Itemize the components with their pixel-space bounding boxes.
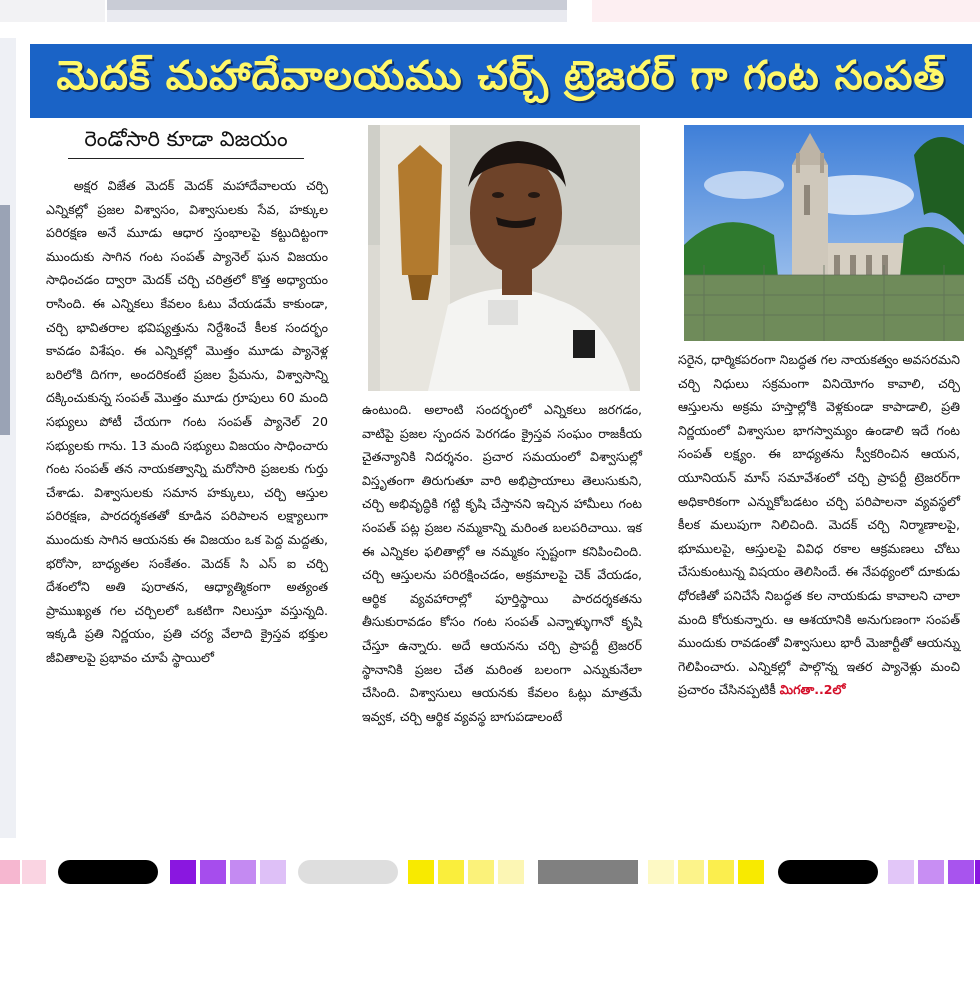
continued-marker: మిగతా..2లో xyxy=(779,682,846,698)
color-swatch xyxy=(260,860,286,884)
column-3-text xyxy=(678,348,960,702)
top-strip xyxy=(0,0,980,22)
article-column-3 xyxy=(678,348,960,828)
left-page-edge-image xyxy=(0,205,10,435)
color-swatch xyxy=(678,860,704,884)
column-2-text: ఉంటుంది. అలాంటి సందర్భంలో ఎన్నికలు జరగడం, వాటిపై ప్రజల స్పందన పెరగడం క్రైస్తవ సంఘం రాజకీయ చైతన్యానికి నిదర్శనం. ప్రచార సమయంలో విశ్వాసుల్లో విస్తృతంగా తిరుగుతూ వారి అభిప్రాయాలు తెలుసుకుని, చర్చి అభివృద్ధికి గట్టి కృషి చేస్తానని ఇచ్చిన హామీలు గంట సంపత్ పట్ల ప్రజల నమ్మకాన్ని మరింత బలపరిచాయి. ఇక ఈ ఎన్నికల ఫలితాల్లో ఆ నమ్మకం స్పష్టంగా కనిపించింది. చర్చి ఆస్తులను పరిరక్షించడం, అక్రమాలపై చెక్ వేయడం, ఆర్థిక వ్యవహారాల్లో పూర్తిస్థాయి పారదర్శకతను తీసుకురావడం కోసం గంట సంపత్ ఎన్నాళ్ళుగానో కృషి చేస్తూ ఉన్నారు. అదే ఆయనను చర్చి ప్రాపర్టీ ట్రెజరర్ స్థానానికి ప్రజల చేత మరింత బలంగా ఎన్నుకునేలా చేసింది. విశ్వాసులు ఆయనకు కేవలం ఓట్లు మాత్రమే ఇవ్వక, చర్చి ఆర్థిక వ్యవస్థ బాగుపడాలంటే xyxy=(362,402,642,724)
color-pill xyxy=(778,860,878,884)
top-strip-right xyxy=(592,0,980,22)
color-pill xyxy=(58,860,158,884)
top-strip-left xyxy=(0,0,105,22)
column-3-body: సరైన, ధార్మికపరంగా నిబద్ధత గల నాయకత్వం అవసరమని చర్చి నిధులు సక్రమంగా వినియోగం కావాలి, చర్చి ఆస్తులను అక్రమ హస్తాల్లోకి వెళ్లకుండా కాపాడాలి, ప్రతి నిర్ణయంలో విశ్వాసుల భాగస్వామ్యం ఉండాలి ఇదే గంట సంపత్ లక్ష్యం. ఈ బాధ్యతను స్వీకరించిన ఆయన, యూనియన్ మాస్ సమావేశంలో చర్చి ప్రాపర్టీ ట్రెజరర్‌గా అధికారికంగా ఎన్నుకోబడటం చర్చి పరిపాలనా వ్యవస్థలో కీలక మలుపుగా నిలిచింది. మెదక్ చర్చి నిర్మాణాలపై, భూములపై, ఆస్తులపై వివిధ రకాల ఆక్రమణలు చోటు చేసుకుంటున్న విషయం తెలిసిందే. ఈ నేపథ్యంలో దూకుడు ధోరణితో పనిచేసే నిబద్ధత కల నాయకుడు కావాలని చాలా మంది కోరుకున్నారు. ఆ ఆశయానికి అనుగుణంగా సంపత్ ముందుకు రావడంతో విశ్వాసులు భారీ మెజార్టీతో ఆయన్ను గెలిపించారు. ఎన్నికల్లో పాల్గొన్న ఇతర ప్యానెళ్లు మంచి ప్రచారం చేసినప్పటికీ xyxy=(678,352,960,698)
article-column-1 xyxy=(46,174,328,824)
color-swatch xyxy=(0,860,20,884)
color-swatch xyxy=(918,860,944,884)
color-swatch xyxy=(170,860,196,884)
top-strip-photo xyxy=(107,0,567,10)
medak-cathedral-photo xyxy=(684,125,964,341)
color-swatch xyxy=(708,860,734,884)
left-page-edge xyxy=(0,38,16,838)
color-swatch xyxy=(888,860,914,884)
color-swatch xyxy=(200,860,226,884)
decorative-color-bar xyxy=(0,860,980,886)
color-swatch xyxy=(438,860,464,884)
column-1-text: అక్షర విజేత మెదక్ మెదక్ మహాదేవాలయ చర్చి ఎన్నికల్లో ప్రజల విశ్వాసం, విశ్వాసులకు సేవ, హక్కుల పరిరక్షణ అనే మూడు ఆధార స్తంభాలపై కట్టుదిట్టంగా ముందుకు సాగిన గంట సంపత్ ప్యానెల్ ఘన విజయం సాధించడం ద్వారా మెదక్ చర్చి చరిత్రలో కొత్త అధ్యాయం రాసింది. ఈ ఎన్నికలు కేవలం ఓటు వేయడమే కాకుండా, చర్చి భావితరాల భవిష్యత్తును నిర్దేశించే కీలక సందర్భం కావడం విశేషం. ఈ ఎన్నికల్లో మొత్తం మూడు ప్యానెళ్ల బరిలోకి దిగగా, అందరికంటే ప్రజల ప్రేమను, విశ్వాసాన్ని దక్కించుకున్న సంపత్ మొత్తం మూడు గ్రూపులు 60 మంది సభ్యులు పోటీ చేయగా గంట సంపత్ ప్యానెల్ 20 సభ్యులకు గాను. 13 మంది సభ్యులు విజయం సాధించారు గంట సంపత్ తన నాయకత్వాన్ని మరోసారి ప్రజలకు గుర్తు చేశాడు. విశ్వాసులకు సమాన హక్కులు, చర్చి ఆస్తుల పరిరక్షణ, పారదర్శకతతో కూడిన పరిపాలన లక్ష్యాలుగా ముందుకు సాగిన ఆయనకు ఈ విజయం ఒక పెద్ద మద్దతు, భరోసా, బాధ్యతల సంకేతం. మెదక్ సి ఎస్ ఐ చర్చి దేశంలోని అతి పురాతన, ఆధ్యాత్మికంగా అత్యంత ప్రాముఖ్యత గల చర్చిలలో ఒకటిగా నిలుస్తూ వస్తున్నది. ఇక్కడి ప్రతి నిర్ణయం, ప్రతి చర్య వేలాది క్రైస్తవ భక్తుల జీవితాలపై ప్రభావం చూపే స్థాయిలో xyxy=(46,178,328,665)
color-pill xyxy=(298,860,398,884)
subheadline: రెండోసారి కూడా విజయం xyxy=(68,122,304,159)
color-swatch xyxy=(975,860,980,884)
color-swatch xyxy=(648,860,674,884)
top-strip-photo-lower xyxy=(107,10,567,22)
color-swatch xyxy=(948,860,974,884)
color-swatch xyxy=(22,860,46,884)
article-column-2 xyxy=(362,398,642,828)
color-swatch xyxy=(738,860,764,884)
color-swatch xyxy=(468,860,494,884)
color-swatch xyxy=(230,860,256,884)
color-pill xyxy=(538,860,638,884)
headline-banner xyxy=(30,44,972,118)
color-swatch xyxy=(498,860,524,884)
headline-text: మెదక్ మహాదేవాలయము చర్చ్ ట్రెజరర్ గా గంట సంపత్ xyxy=(56,53,946,99)
color-swatch xyxy=(408,860,434,884)
man-portrait-photo xyxy=(368,125,640,391)
